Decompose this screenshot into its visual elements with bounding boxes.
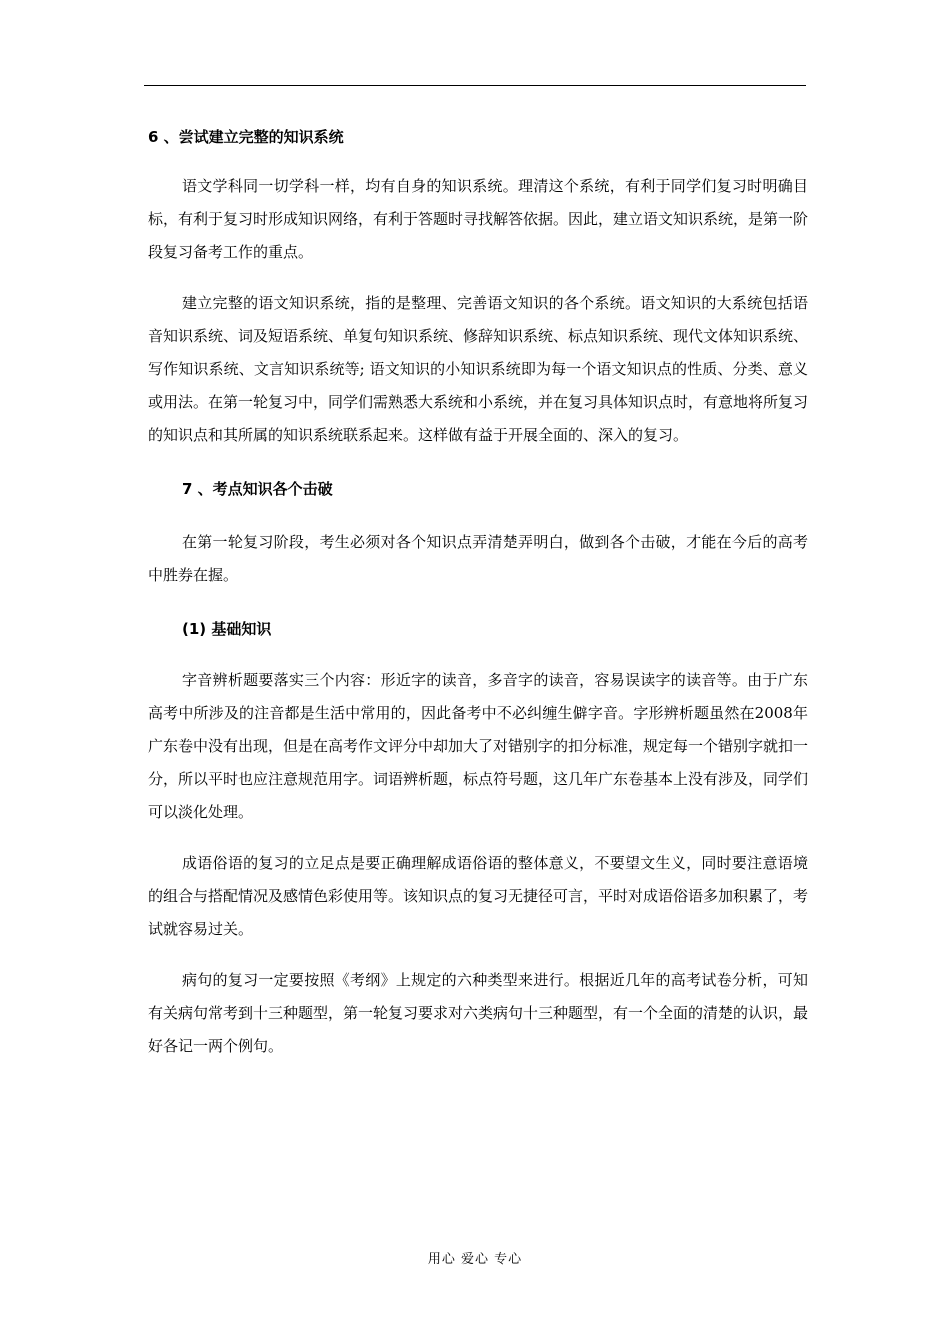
paragraph: 成语俗语的复习的立足点是要正确理解成语俗语的整体意义，不要望文生义，同时要注意语境的组合与搭配情况及感情色彩使用等。该知识点的复习无捷径可言，平时对成语俗语多加积累了，考试就容易过关。 bbox=[148, 854, 809, 938]
header-rule bbox=[144, 85, 806, 86]
paragraph: 语文学科同一切学科一样，均有自身的知识系统。理清这个系统，有利于同学们复习时明确目标，有利于复习时形成知识网络，有利于答题时寻找解答依据。因此，建立语文知识系统，是第一阶段复习备考工作的重点。 bbox=[148, 177, 809, 261]
document-body bbox=[148, 120, 808, 1063]
paragraph: 在第一轮复习阶段，考生必须对各个知识点弄清楚弄明白，做到各个击破，才能在今后的高考中胜券在握。 bbox=[148, 533, 808, 584]
paragraph: 病句的复习一定要按照《考纲》上规定的六种类型来进行。根据近几年的高考试卷分析，可知有关病句常考到十三种题型，第一轮复习要求对六类病句十三种题型，有一个全面的清楚的认识，最好各记一两个例句。 bbox=[148, 971, 809, 1055]
subsection-heading-basic-knowledge: (1) 基础知识 bbox=[182, 620, 272, 638]
paragraph: 建立完整的语文知识系统，指的是整理、完善语文知识的各个系统。语文知识的大系统包括语音知识系统、词及短语系统、单复句知识系统、修辞知识系统、标点知识系统、现代文体知识系统、写作知识系统、文言知识系统等; 语文知识的小知识系统即为每一个语文知识点的性质、分类、意义或用法。在第一轮复习中，同学们需熟悉大系统和小系统，并在复习具体知识点时，有意地将所复习的知识点和其所属的知识系统联系起来。这样做有益于开展全面的、深入的复习。 bbox=[148, 294, 809, 444]
section-heading-7: 7 、考点知识各个击破 bbox=[182, 480, 333, 498]
section-heading-6: 6 、尝试建立完整的知识系统 bbox=[148, 128, 344, 146]
paragraph: 字音辨析题要落实三个内容：形近字的读音，多音字的读音，容易误读字的读音等。由于广东高考中所涉及的注音都是生活中常用的，因此备考中不必纠缠生僻字音。字形辨析题虽然在2008年广东卷中没有出现，但是在高考作文评分中却加大了对错别字的扣分标准，规定每一个错别字就扣一分，所以平时也应注意规范用字。词语辨析题，标点符号题，这几年广东卷基本上没有涉及，同学们可以淡化处理。 bbox=[148, 671, 809, 821]
page-footer: 用心 爱心 专心 bbox=[427, 1252, 523, 1267]
